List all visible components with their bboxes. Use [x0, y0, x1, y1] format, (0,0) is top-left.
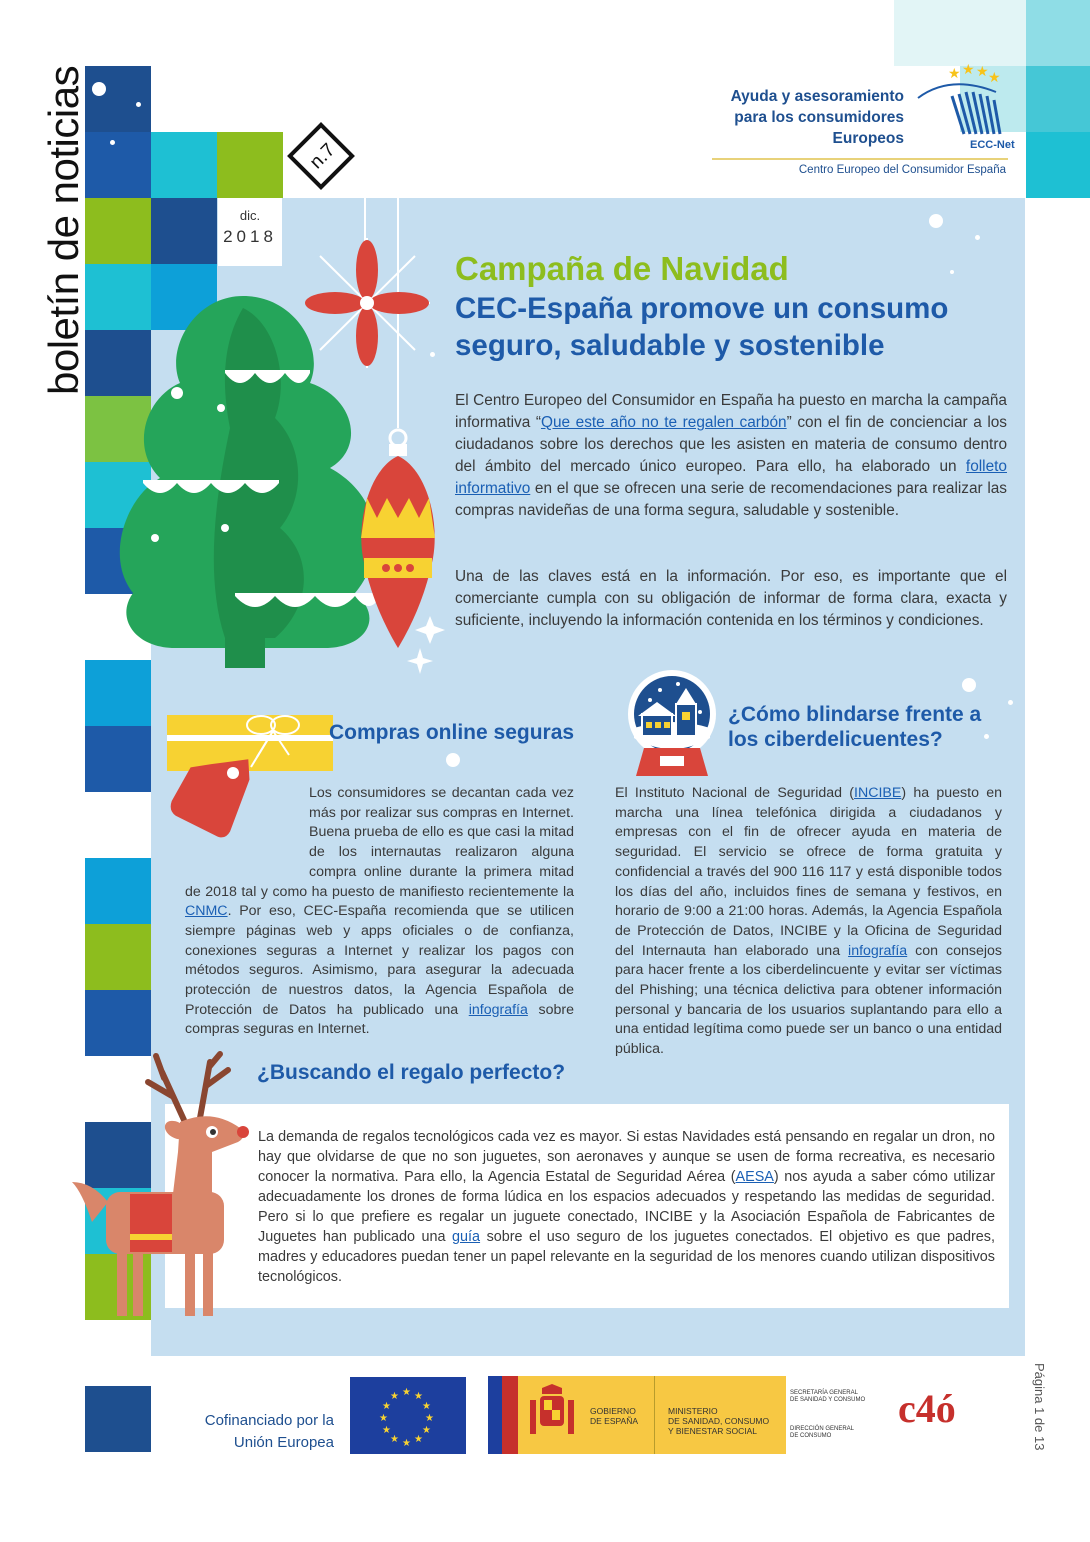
christmas-tree-illustration: [115, 198, 455, 678]
svg-text:★: ★: [382, 1425, 391, 1436]
page-title: CEC-España promove un consumo seguro, saludable y sostenible: [455, 292, 949, 362]
corner-tile: [1026, 66, 1090, 132]
snow-dot: [446, 753, 460, 767]
svg-text:★: ★: [425, 1413, 434, 1424]
svg-text:★: ★: [422, 1401, 431, 1412]
svg-text:★: ★: [422, 1425, 431, 1436]
corner-tile: [894, 0, 1026, 66]
newsletter-side-title: boletín de noticias: [40, 65, 87, 395]
campaign-link[interactable]: Que este año no te regalen carbón: [540, 414, 787, 431]
svg-text:★: ★: [962, 61, 975, 77]
brochure-link[interactable]: folleto informativo: [455, 458, 1007, 497]
svg-text:★: ★: [976, 63, 989, 79]
eu-cofinance-text: Cofinanciado por la Unión Europea: [204, 1412, 334, 1451]
snow-dot: [1008, 700, 1013, 705]
infographic-link[interactable]: infografía: [468, 1001, 528, 1018]
corner-tile: [1026, 132, 1090, 198]
mosaic-dot: [92, 82, 106, 96]
campaign-kicker: Campaña de Navidad: [455, 250, 789, 287]
svg-text:ECC-Net: ECC-Net: [970, 139, 1015, 151]
mosaic-dot: [110, 140, 115, 145]
perfect-gift-title: ¿Buscando el regalo perfecto?: [257, 1061, 566, 1084]
snow-dot: [950, 270, 954, 274]
mosaic-dot: [136, 102, 141, 107]
svg-text:★: ★: [948, 65, 961, 81]
snow-dot: [430, 352, 435, 357]
svg-text:★: ★: [402, 1387, 411, 1398]
reindeer-illustration: [62, 1052, 258, 1326]
svg-text:★: ★: [414, 1391, 423, 1402]
perfect-gift-text: La demanda de regalos tecnológicos cada vez es mayor. Si estas Navidades está pensando en regalar un dron, no hay que olvidarse de que no son juguetes, son aeronaves y aunque se usen de forma recreativa, es necesario conocer la normativa. Para ello, la Agencia Estatal de Seguridad Aérea (AESA) nos ayuda a saber cómo utilizar adecuadamente los drones de forma lúdica en los espacios adecuados y respetando las medidas de seguridad. Pero si lo que prefiere es regalar un juguete conectado, INCIBE y la Asociación Española de Fabricantes de Juguetes han publicado una guía sobre el uso seguro de los juguetes conectados. El objetivo es que padres, madres y educadores puedan tener un papel relevante en la seguridad de los menores cuando utilizan dispositivos tecnológicos.: [258, 1129, 995, 1285]
issue-badge: n.7: [287, 122, 355, 190]
cybercrime-title: ¿Cómo blindarse frente a los ciberdelicuentes?: [728, 703, 982, 751]
intro-paragraph: El Centro Europeo del Consumidor en España ha puesto en marcha la campaña informativa “Que este año no te regalen carbón” con el fin de concienciar a los ciudadanos sobre los derechos que les asisten en materia de consumo dentro del ámbito del mercado único europeo. Para ello, ha elaborado un folleto informativo en el que se ofrecen una serie de recomendaciones para realizar las compras navideñas de una forma segura, saludable y sostenible.: [455, 392, 1008, 519]
eu-flag-icon: [350, 1377, 466, 1454]
spain-coat-of-arms-icon: [528, 1384, 576, 1444]
snow-dot: [975, 235, 980, 240]
online-shopping-title: Compras online seguras: [329, 721, 575, 744]
incibe-link[interactable]: INCIBE: [854, 785, 902, 801]
svg-text:★: ★: [988, 69, 1001, 85]
online-shopping-text: Los consumidores se decantan cada vez más por realizar sus compras en Internet. Buena prueba de ello es que casi la mitad de los internautas realizaron alguna compra online durante la primera mitad de 2018 tal y como ha puesto de manifiesto recientemente la CNMC. Por eso, CEC-España recomienda que se utilicen siempre páginas web y apps oficiales o de confianza, conexiones seguras a Internet y realizar los pagos con métodos seguros. Asimismo, para asegurar la adecuada protección de nuestros datos, la Agencia Española de Protección de Datos ha publicado una infografía sobre compras seguras en Internet.: [185, 785, 574, 1038]
svg-text:★: ★: [390, 1434, 399, 1445]
issue-year: 2018: [223, 227, 277, 246]
snow-dot: [929, 214, 943, 228]
mosaic-tile: [151, 132, 217, 198]
corner-tile: [1026, 0, 1090, 66]
guide-link[interactable]: guía: [452, 1229, 481, 1245]
snow-globe-icon: [620, 668, 724, 780]
svg-text:★: ★: [390, 1391, 399, 1402]
issue-month: dic.: [239, 208, 261, 223]
mosaic-tile: [217, 132, 283, 198]
snow-dot: [962, 678, 976, 692]
cybercrime-text: El Instituto Nacional de Seguridad (INCIBE) ha puesto en marcha una línea telefónica dirigida a ciudadanos y empresas con el fin de ofrecer ayuda en materia de seguridad. El servicio se ofrece de forma gratuita y confidencial a través del 900 116 117 y está disponible todos los días del año, incluidos fines de semana y festivos, en horario de 9:00 a 21:00 horas. Además, la Agencia Española de Protección de Datos, INCIBE y la Oficina de Seguridad del Internauta han elaborado una infografía con consejos para hacer frente a los ciberdelincuente y evitar ser víctimas del Phishing; una técnica delictiva para obtener información personal y bancaria de los usuarios suplantando para ello a una entidad legítima como puede ser un banco o una entidad pública.: [615, 785, 1002, 1058]
intro-paragraph-2: Una de las claves está en la información. Por eso, es importante que el comerciante cumpla con su obligación de informar de forma clara, exacta y suficiente, incluyendo la información contenida en los términos y condiciones.: [455, 568, 1007, 629]
svg-text:★: ★: [382, 1401, 391, 1412]
spain-government-logo: GOBIERNO DE ESPAÑA MINISTERIO DE SANIDAD, CONSUMO Y BIENESTAR SOCIAL SECRETARÍA GENERAL DE SANIDAD Y CONSUMO DIRECCIÓN GENERAL DE CONSUMO: [488, 1376, 884, 1454]
cnmc-link[interactable]: CNMC: [185, 903, 228, 920]
aesa-link[interactable]: AESA: [735, 1169, 774, 1185]
svg-text:★: ★: [402, 1438, 411, 1449]
svg-text:★: ★: [379, 1413, 388, 1424]
ecc-net-emblem-icon: [910, 61, 1015, 151]
svg-text:★: ★: [414, 1434, 423, 1445]
ecc-net-logo: Ayuda y asesoramiento para los consumidores Europeos ★ ★ ★ ★ ECC-Net Centro Europeo del Consumidor España: [712, 80, 1008, 180]
page-number: Página 1 de 13: [1032, 1363, 1047, 1451]
phishing-infographic-link[interactable]: infografía: [848, 942, 908, 959]
c4o-logo: c4ó: [898, 1386, 956, 1431]
